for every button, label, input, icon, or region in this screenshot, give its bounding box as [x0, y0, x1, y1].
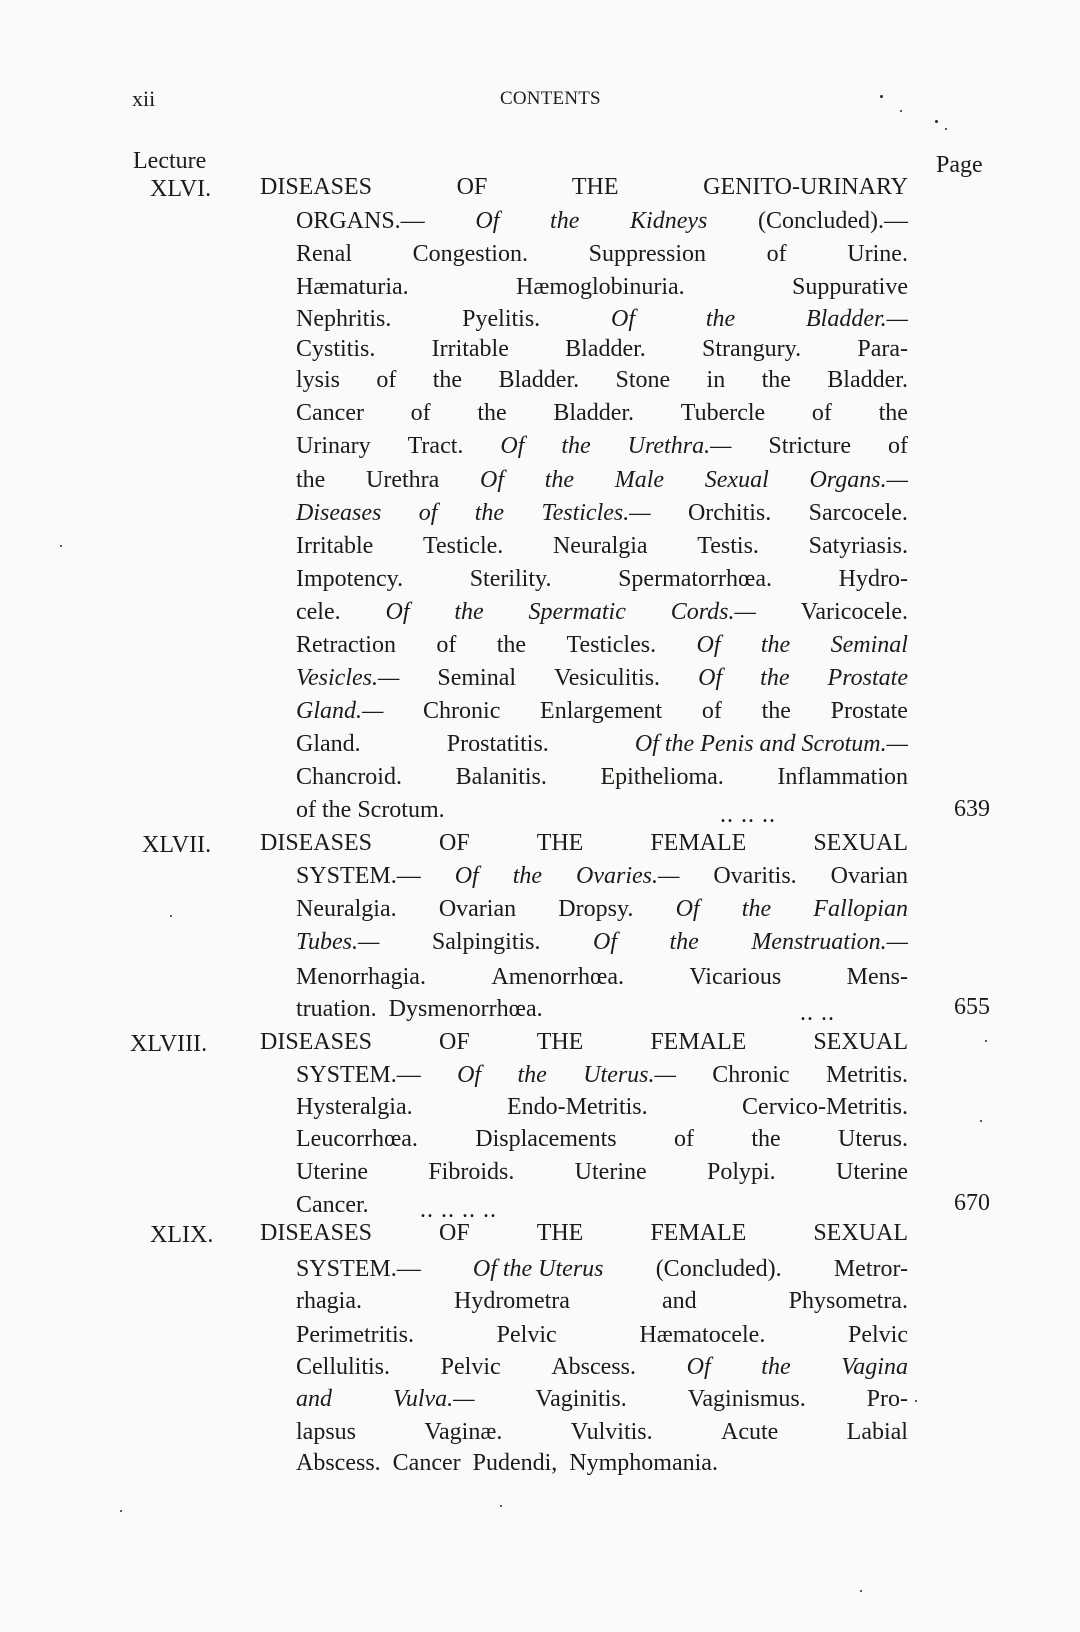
toc-word: SYSTEM.—: [296, 863, 421, 889]
scan-speck: [880, 95, 883, 98]
lecture-topic-line: [296, 498, 908, 528]
lecture-topic-line: [296, 1092, 908, 1122]
toc-word: the: [760, 665, 790, 691]
toc-word: Acute: [720, 1419, 779, 1445]
toc-word: Chronic: [423, 698, 501, 724]
toc-word: of: [376, 367, 397, 393]
toc-word: Sarcocele.: [808, 500, 908, 526]
toc-word: and: [296, 1386, 332, 1412]
scan-speck: [120, 1510, 122, 1512]
toc-word: Testis.: [697, 533, 759, 559]
lecture-topic-line: [296, 1384, 908, 1414]
scan-speck: [900, 110, 902, 112]
toc-word: of: [410, 400, 431, 426]
toc-word: Hysteralgia.: [296, 1094, 413, 1120]
scan-speck: [980, 1120, 982, 1122]
toc-word: Of: [611, 306, 635, 332]
toc-word: (Concluded).: [655, 1256, 782, 1282]
toc-word: FEMALE: [650, 1029, 747, 1055]
toc-word: Bladder.: [827, 367, 908, 393]
lecture-topic-line: [296, 334, 908, 364]
toc-word: the: [432, 367, 463, 393]
lecture-numeral: XLVI.: [150, 176, 212, 202]
toc-word: Vesiculitis.: [554, 665, 661, 691]
toc-word: Pelvic: [848, 1322, 908, 1348]
toc-word: Of: [698, 665, 723, 691]
toc-word: the: [878, 400, 908, 426]
toc-word: and: [661, 1288, 697, 1314]
toc-word: of: [418, 500, 438, 526]
toc-word: Testicles.—: [541, 500, 651, 526]
toc-word: Gland.—: [296, 698, 384, 724]
toc-word: Sexual: [704, 467, 769, 493]
lecture-topic-line: [296, 304, 908, 334]
lecture-title-line: [260, 172, 908, 202]
toc-word: Cancer.: [296, 1192, 369, 1218]
lecture-topic-line: [296, 663, 908, 693]
toc-word: Mens-: [846, 964, 908, 990]
toc-word: Of: [686, 1354, 711, 1380]
toc-word: Of the Uterus: [472, 1256, 604, 1282]
lecture-numeral: XLVII.: [142, 832, 212, 858]
toc-word: the: [296, 467, 326, 493]
toc-word: Seminal: [830, 632, 908, 658]
toc-word: Urethra: [366, 467, 440, 493]
toc-word: Abscess.: [296, 1450, 381, 1476]
toc-word: THE: [536, 1220, 584, 1246]
toc-word: Leucorrhœa.: [296, 1126, 418, 1152]
lecture-title-line: [260, 1218, 908, 1248]
toc-word: Pyelitis.: [462, 306, 541, 332]
toc-word: Cancer: [296, 400, 364, 426]
toc-word: Spermatorrhœa.: [618, 566, 773, 592]
toc-word: Retraction: [296, 632, 396, 658]
toc-word: Neuralgia.: [296, 896, 397, 922]
lecture-topic-line: [296, 239, 908, 269]
page-number-roman: xii: [132, 86, 156, 111]
page-number: 670: [954, 1190, 990, 1216]
toc-word: Nephritis.: [296, 306, 392, 332]
toc-word: Testicles.: [566, 632, 657, 658]
toc-word: SYSTEM.—: [296, 1256, 421, 1282]
lecture-topic-line: [296, 1124, 908, 1154]
scan-speck: [60, 545, 62, 547]
toc-word: Dysmenorrhœa.: [388, 996, 543, 1022]
toc-word: Chronic: [712, 1062, 790, 1088]
toc-word: the: [561, 433, 591, 459]
lecture-topic-line: [296, 696, 908, 726]
lecture-numeral: XLIX.: [150, 1222, 214, 1248]
lecture-topic-line: [296, 861, 908, 891]
toc-word: Salpingitis.: [431, 929, 541, 955]
toc-word: Prostate: [827, 665, 908, 691]
lecture-topic-line: [296, 1157, 908, 1187]
toc-word: of: [766, 241, 787, 267]
toc-word: Vicarious: [689, 964, 782, 990]
scan-speck: [945, 128, 947, 130]
toc-word: Vaginitis.: [535, 1386, 627, 1412]
scan-speck: [915, 1400, 917, 1402]
toc-word: SYSTEM.—: [296, 1062, 421, 1088]
toc-word: Vulva.—: [392, 1386, 475, 1412]
toc-word: Orchitis.: [687, 500, 772, 526]
toc-word: Menorrhagia.: [296, 964, 426, 990]
toc-word: Of: [593, 929, 618, 955]
toc-word: Hydro-: [838, 566, 908, 592]
toc-word: Testicle.: [422, 533, 504, 559]
toc-word: the: [669, 929, 699, 955]
toc-word: THE: [536, 830, 584, 856]
toc-word: Organs.—: [809, 467, 908, 493]
toc-word: Satyriasis.: [808, 533, 908, 559]
toc-word: FEMALE: [650, 1220, 747, 1246]
toc-word: Cancer: [392, 1450, 461, 1476]
toc-word: DISEASES: [260, 174, 373, 200]
toc-word: Para-: [857, 336, 908, 362]
toc-word: Tract.: [407, 433, 464, 459]
toc-word: Spermatic: [528, 599, 626, 625]
lecture-topic-line: [296, 894, 908, 924]
toc-word: of the Scrotum.: [296, 797, 445, 823]
lecture-topic-line: [296, 465, 908, 495]
toc-word: the: [517, 1062, 547, 1088]
toc-word: Varicocele.: [800, 599, 908, 625]
toc-word: Irritable: [296, 533, 374, 559]
toc-word: SEXUAL: [813, 1029, 908, 1055]
toc-word: OF: [439, 1220, 470, 1246]
toc-word: Epithelioma.: [600, 764, 724, 790]
toc-word: OF: [456, 174, 488, 200]
lecture-topic-line: [296, 630, 908, 660]
lecture-topic-line: [296, 1190, 908, 1220]
lecture-topic-line: [296, 729, 908, 759]
toc-word: Suppurative: [792, 274, 908, 300]
toc-word: Hæmaturia.: [296, 274, 409, 300]
toc-word: Enlargement: [540, 698, 663, 724]
toc-word: Hæmoglobinuria.: [516, 274, 685, 300]
toc-word: THE: [571, 174, 619, 200]
toc-word: Prostatitis.: [446, 731, 549, 757]
lecture-topic-line: [296, 795, 908, 825]
scan-speck: [500, 1505, 502, 1507]
toc-word: Vesicles.—: [296, 665, 400, 691]
scan-speck: [170, 915, 172, 917]
toc-word: Bladder.: [553, 400, 635, 426]
toc-word: SEXUAL: [813, 1220, 908, 1246]
toc-word: truation.: [296, 996, 377, 1022]
toc-word: GENITO-URINARY: [703, 174, 908, 200]
toc-word: Of the Penis and Scrotum.—: [634, 731, 908, 757]
toc-word: Uterus.: [838, 1126, 908, 1152]
toc-word: ORGANS.—: [296, 208, 425, 234]
toc-word: Uterine: [296, 1159, 368, 1185]
toc-word: Menstruation.—: [751, 929, 908, 955]
toc-word: Gland.: [296, 731, 361, 757]
lecture-topic-line: [296, 431, 908, 461]
lecture-topic-line: [296, 365, 908, 395]
toc-word: Cellulitis.: [296, 1354, 391, 1380]
lecture-topic-line: [296, 927, 908, 957]
page-column-label: Page: [936, 152, 983, 178]
toc-word: the: [705, 306, 736, 332]
toc-word: Suppression: [588, 241, 706, 267]
toc-word: Uterine: [836, 1159, 908, 1185]
toc-word: Ovarian: [830, 863, 908, 889]
toc-word: Pelvic: [496, 1322, 557, 1348]
toc-word: Vaginismus.: [687, 1386, 806, 1412]
toc-word: Urinary: [296, 433, 371, 459]
toc-word: Congestion.: [412, 241, 528, 267]
toc-word: Strangury.: [702, 336, 802, 362]
toc-word: Fallopian: [813, 896, 908, 922]
lecture-topic-line: [296, 1254, 908, 1284]
toc-word: Vagina: [841, 1354, 908, 1380]
toc-word: Of: [696, 632, 721, 658]
toc-word: Pelvic: [440, 1354, 501, 1380]
toc-word: Impotency.: [296, 566, 404, 592]
toc-word: Uterus.—: [583, 1062, 676, 1088]
toc-word: Tubercle: [680, 400, 766, 426]
lecture-topic-line: [296, 762, 908, 792]
toc-word: Bladder.—: [805, 306, 908, 332]
toc-word: in: [706, 367, 726, 393]
toc-word: Renal: [296, 241, 352, 267]
toc-word: Ovarian: [438, 896, 517, 922]
toc-word: Stone: [615, 367, 671, 393]
toc-word: Of: [500, 433, 525, 459]
toc-word: Metror-: [833, 1256, 908, 1282]
toc-word: the: [751, 1126, 781, 1152]
toc-word: Perimetritis.: [296, 1322, 414, 1348]
lecture-topic-line: [296, 1448, 908, 1478]
lecture-topic-line: [296, 962, 908, 992]
toc-word: (Concluded).—: [758, 208, 908, 234]
lecture-topic-line: [296, 597, 908, 627]
toc-word: Neuralgia: [552, 533, 648, 559]
lecture-topic-line: [296, 1060, 908, 1090]
toc-word: Of: [480, 467, 505, 493]
scan-speck: [935, 120, 938, 123]
toc-word: FEMALE: [650, 830, 747, 856]
toc-word: the: [550, 208, 580, 234]
page-number: 655: [954, 994, 990, 1020]
toc-word: DISEASES: [260, 1029, 373, 1055]
toc-word: Ovaries.—: [576, 863, 680, 889]
lecture-topic-line: [296, 1417, 908, 1447]
scan-speck: [860, 1590, 862, 1592]
toc-word: cele.: [296, 599, 341, 625]
toc-word: OF: [439, 830, 470, 856]
toc-word: Endo-Metritis.: [507, 1094, 648, 1120]
toc-word: the: [761, 1354, 791, 1380]
toc-word: Uterine: [574, 1159, 647, 1185]
toc-word: the: [477, 400, 507, 426]
toc-word: Sterility.: [469, 566, 552, 592]
toc-word: Physometra.: [788, 1288, 908, 1314]
lecture-topic-line: [296, 206, 908, 236]
toc-word: Of: [475, 208, 500, 234]
lecture-topic-line: [296, 1352, 908, 1382]
toc-word: Labial: [846, 1419, 908, 1445]
toc-word: the: [512, 863, 543, 889]
toc-word: the: [474, 500, 505, 526]
lecture-numeral: XLVIII.: [130, 1031, 208, 1057]
toc-word: Displacements: [475, 1126, 617, 1152]
toc-word: Nymphomania.: [569, 1450, 718, 1476]
toc-word: Urethra.—: [627, 433, 732, 459]
running-title: CONTENTS: [500, 88, 601, 109]
toc-word: Of: [675, 896, 700, 922]
toc-word: Fibroids.: [428, 1159, 515, 1185]
toc-word: Cords.—: [670, 599, 756, 625]
toc-word: rhagia.: [296, 1288, 362, 1314]
toc-word: of: [673, 1126, 694, 1152]
toc-word: THE: [536, 1029, 584, 1055]
toc-word: of: [701, 698, 722, 724]
lecture-topic-line: [296, 564, 908, 594]
toc-word: OF: [439, 1029, 470, 1055]
toc-word: Kidneys: [630, 208, 708, 234]
lecture-topic-line: [296, 272, 908, 302]
leader-dots: .. .. ..: [720, 802, 776, 828]
toc-word: the: [544, 467, 575, 493]
toc-word: Vulvitis.: [570, 1419, 653, 1445]
leader-dots: .. ..: [800, 1000, 835, 1026]
toc-word: the: [496, 632, 527, 658]
toc-word: Male: [614, 467, 665, 493]
toc-word: Pro-: [866, 1386, 908, 1412]
lecture-topic-line: [296, 1320, 908, 1350]
lecture-title-line: [260, 828, 908, 858]
lecture-topic-line: [296, 1286, 908, 1316]
toc-word: of: [436, 632, 457, 658]
toc-word: Cystitis.: [296, 336, 376, 362]
toc-word: Pudendi,: [472, 1450, 558, 1476]
toc-word: Abscess.: [551, 1354, 636, 1380]
page-number: 639: [954, 796, 990, 822]
lecture-title-line: [260, 1027, 908, 1057]
toc-word: Seminal: [437, 665, 517, 691]
toc-word: Chancroid.: [296, 764, 402, 790]
toc-word: Of: [385, 599, 410, 625]
lecture-topic-line: [296, 398, 908, 428]
toc-word: Of: [457, 1062, 482, 1088]
toc-word: of: [887, 433, 908, 459]
toc-word: DISEASES: [260, 1220, 373, 1246]
toc-word: the: [761, 367, 791, 393]
lecture-topic-line: [296, 531, 908, 561]
toc-word: the: [454, 599, 484, 625]
toc-word: Polypi.: [706, 1159, 776, 1185]
leader-dots: .. .. .. ..: [420, 1197, 497, 1223]
toc-word: Inflammation: [777, 764, 908, 790]
toc-word: Stricture: [768, 433, 852, 459]
toc-word: Bladder.: [565, 336, 646, 362]
toc-word: SEXUAL: [813, 830, 908, 856]
lecture-column-label: Lecture: [133, 148, 207, 174]
toc-word: the: [760, 632, 791, 658]
toc-word: Irritable: [431, 336, 509, 362]
toc-word: Vaginæ.: [424, 1419, 503, 1445]
toc-word: the: [761, 698, 791, 724]
toc-word: Ovaritis.: [713, 863, 797, 889]
toc-word: Cervico-Metritis.: [742, 1094, 908, 1120]
toc-word: Amenorrhœa.: [491, 964, 624, 990]
toc-word: of: [811, 400, 832, 426]
toc-word: Diseases: [296, 500, 382, 526]
toc-word: Dropsy.: [558, 896, 634, 922]
toc-word: Of: [454, 863, 479, 889]
scan-speck: [985, 1040, 987, 1042]
toc-word: Tubes.—: [296, 929, 380, 955]
toc-word: Hæmatocele.: [639, 1322, 766, 1348]
toc-word: Urine.: [847, 241, 908, 267]
toc-word: DISEASES: [260, 830, 373, 856]
toc-word: lysis: [296, 367, 341, 393]
toc-word: Hydrometra: [453, 1288, 570, 1314]
toc-word: lapsus: [296, 1419, 356, 1445]
toc-word: Metritis.: [825, 1062, 908, 1088]
toc-word: Balanitis.: [455, 764, 547, 790]
toc-word: Prostate: [830, 698, 908, 724]
toc-word: Bladder.: [498, 367, 580, 393]
toc-word: the: [741, 896, 772, 922]
